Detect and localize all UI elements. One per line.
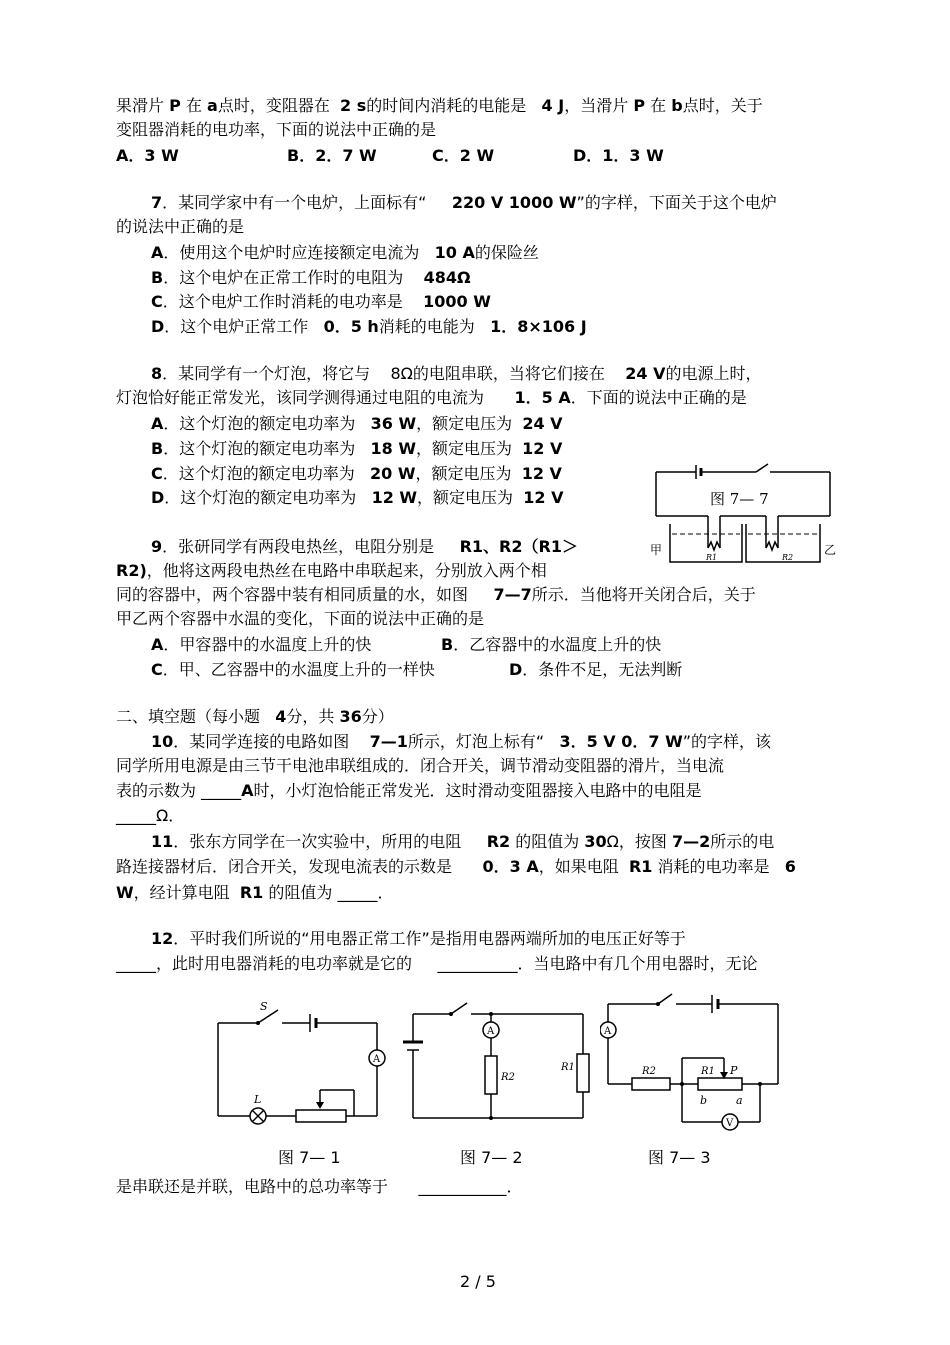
q6-line2: 变阻器消耗的电功率，下面的说法中正确的是 <box>116 120 437 139</box>
q9-option-d: D．条件不足，无法判断 <box>509 660 683 679</box>
q8-option-a: A．这个灯泡的额定电功率为 36 W，额定电压为 24 V <box>151 414 563 433</box>
figure-7-7 <box>648 458 838 570</box>
q9-line1: 9．张研同学有两段电热丝，电阻分别是 R1、R2（R1＞ <box>151 537 578 556</box>
figure-7-3 <box>600 992 786 1134</box>
figure-7-7-label-left: 甲 <box>650 543 663 557</box>
q7-option-d: D．这个电炉正常工作 0．5 h消耗的电能为 1．8×106 J <box>151 317 587 336</box>
q7-line1: 7．某同学家中有一个电炉，上面标有“ 220 V 1000 W”的字样，下面关于这个电炉 <box>151 193 777 212</box>
figure-7-3-r2-label: R2 <box>642 1066 656 1077</box>
q9-option-b: B．乙容器中的水温度上升的快 <box>441 635 662 654</box>
figure-7-2-r2-label: R2 <box>501 1072 515 1083</box>
q10-line3: 表的示数为 _____A时，小灯泡恰能正常发光．这时滑动变阻器接入电路中的电阻是 <box>116 781 702 800</box>
q8-option-d: D．这个灯泡的额定电功率为 12 W，额定电压为 12 V <box>151 488 564 507</box>
q10-line1: 10．某同学连接的电路如图 7—1所示，灯泡上标有“ 3．5 V 0．7 W”的字样，该 <box>151 732 772 751</box>
page-number: 2 / 5 <box>460 1272 496 1291</box>
figure-7-7-label-right: 乙 <box>824 543 837 557</box>
figure-7-7-caption: 图 7— 7 <box>710 490 769 508</box>
q6-option-a: A．3 W <box>116 146 179 165</box>
q12-line3: 是串联还是并联，电路中的总功率等于 ___________． <box>116 1177 523 1196</box>
figure-7-2-caption: 图 7— 2 <box>460 1148 523 1167</box>
figure-7-3-caption: 图 7— 3 <box>648 1148 711 1167</box>
figure-7-7-r1: R1 <box>706 553 718 562</box>
q8-line1: 8．某同学有一个灯泡，将它与 8Ω的电阻串联，当将它们接在 24 V的电源上时， <box>151 364 762 383</box>
q10-line4: _____Ω． <box>116 806 185 825</box>
q9-line4: 甲乙两个容器中水温的变化，下面的说法中正确的是 <box>116 609 485 628</box>
figure-7-3-voltmeter-label: V <box>726 1118 734 1129</box>
figure-7-3-p-label: P <box>730 1064 738 1077</box>
figure-7-3-a-label: a <box>736 1094 743 1107</box>
q6-option-c: C．2 W <box>432 146 495 165</box>
q11-line3: W，经计算电阻 R1 的阻值为 _____． <box>116 883 394 902</box>
q12-line1: 12．平时我们所说的“用电器正常工作”是指用电器两端所加的电压正好等于 <box>151 929 686 948</box>
figure-7-3-ammeter-label: A <box>604 1026 612 1037</box>
figure-7-1-ammeter-label: A <box>373 1054 381 1065</box>
q7-option-c: C．这个电炉工作时消耗的电功率是 1000 W <box>151 292 491 311</box>
figure-7-2 <box>403 998 593 1124</box>
q9-option-c: C．甲、乙容器中的水温度上升的一样快 <box>151 660 435 679</box>
figure-7-7-r2: R2 <box>782 553 794 562</box>
figure-7-1-l-label: L <box>254 1093 262 1106</box>
q6-option-b: B．2．7 W <box>287 146 377 165</box>
q8-line2: 灯泡恰好能正常发光，该同学测得通过电阻的电流为 1．5 A．下面的说法中正确的是 <box>116 388 747 407</box>
q8-option-b: B．这个灯泡的额定电功率为 18 W，额定电压为 12 V <box>151 439 563 458</box>
q6-option-d: D．1．3 W <box>573 146 664 165</box>
q7-option-a: A．使用这个电炉时应连接额定电流为 10 A的保险丝 <box>151 243 539 262</box>
section-2-heading: 二、填空题（每小题 4分，共 36分） <box>116 707 394 726</box>
figure-7-2-ammeter-label: A <box>487 1026 495 1037</box>
q12-line2: _____，此时用电器消耗的电功率就是它的 __________．当电路中有几个用电器时，无论 <box>116 954 758 973</box>
figure-7-3-b-label: b <box>700 1094 708 1107</box>
q9-option-a: A．甲容器中的水温度上升的快 <box>151 635 372 654</box>
q10-line2: 同学所用电源是由三节干电池串联组成的．闭合开关，调节滑动变阻器的滑片，当电流 <box>116 756 725 775</box>
figure-7-1 <box>210 998 390 1132</box>
q8-option-c: C．这个灯泡的额定电功率为 20 W，额定电压为 12 V <box>151 464 562 483</box>
q7-line2: 的说法中正确的是 <box>116 217 245 236</box>
q11-line1: 11．张东方同学在一次实验中，所用的电阻 R2 的阻值为 30Ω，按图 7—2所示的电 <box>151 832 775 851</box>
figure-7-1-caption: 图 7— 1 <box>278 1148 341 1167</box>
q7-option-b: B．这个电炉在正常工作时的电阻为 484Ω <box>151 268 471 287</box>
q11-line2: 路连接器材后．闭合开关，发现电流表的示数是 0．3 A，如果电阻 R1 消耗的电功率是 6 <box>116 857 796 876</box>
figure-7-2-r1-label: R1 <box>561 1062 575 1073</box>
figure-7-3-r1-label: R1 <box>701 1066 715 1077</box>
q6-line1: 果滑片 P 在 a点时，变阻器在 2 s的时间内消耗的电能是 4 J，当滑片 P 在 b点时，关于 <box>116 96 763 115</box>
q9-line2: R2)，他将这两段电热丝在电路中串联起来，分别放入两个相 <box>116 561 547 580</box>
q9-line3: 同的容器中，两个容器中装有相同质量的水，如图 7—7所示．当他将开关闭合后，关于 <box>116 585 756 604</box>
figure-7-1-s-label: S <box>260 1000 268 1013</box>
